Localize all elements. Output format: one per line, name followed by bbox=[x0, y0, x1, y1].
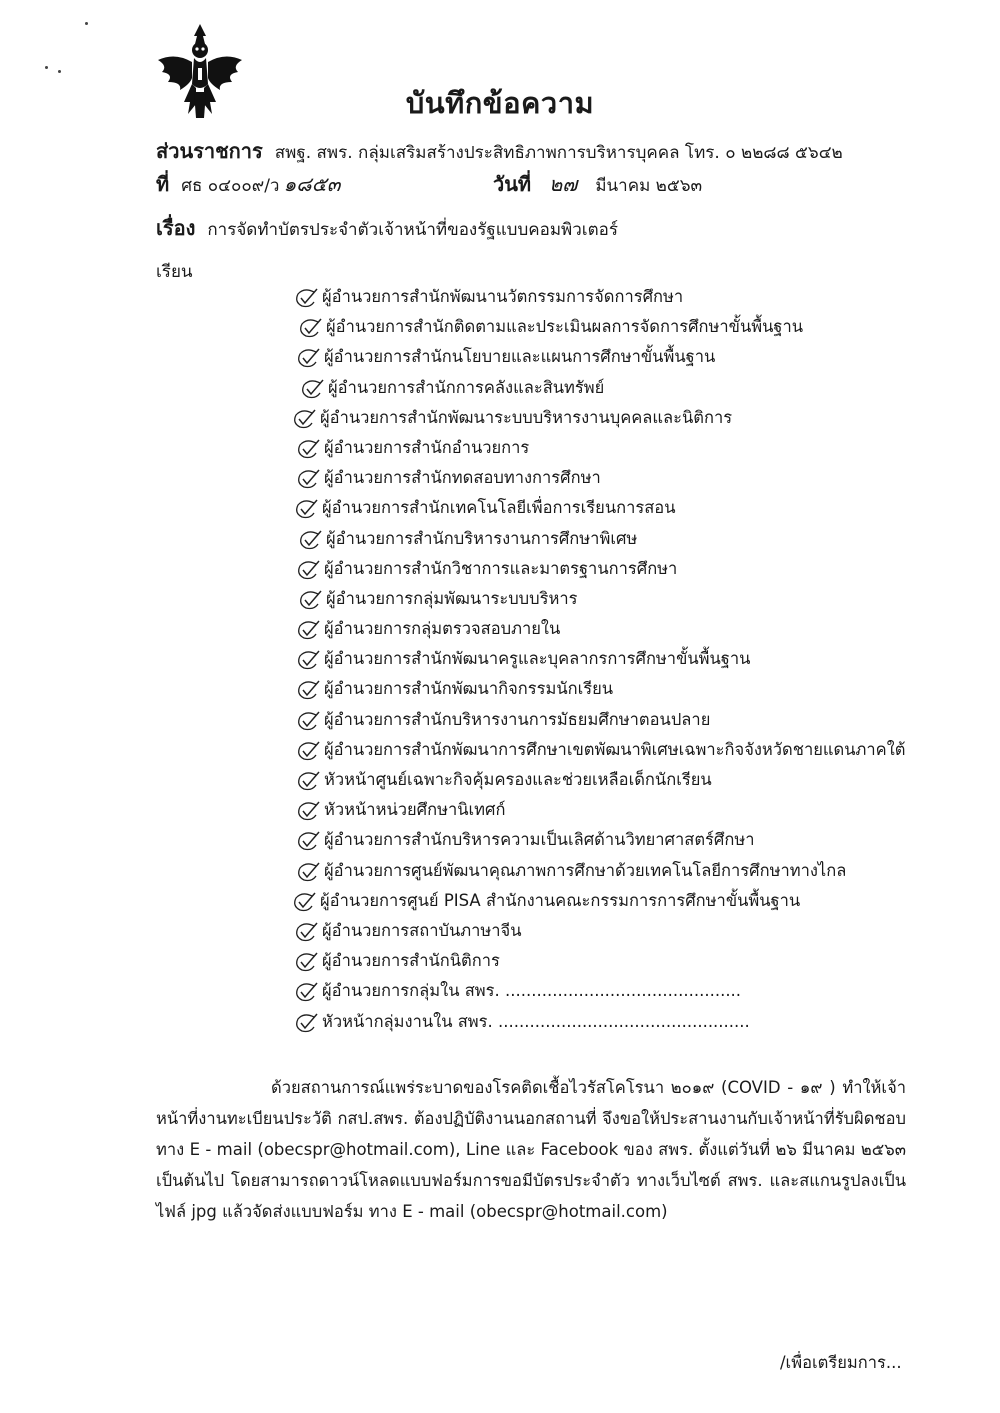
recipient-item bbox=[290, 433, 906, 463]
recipient-item bbox=[290, 674, 906, 704]
recipient-label: ผู้อำนวยการกลุ่มตรวจสอบภายใน bbox=[324, 619, 561, 639]
date-line bbox=[493, 168, 702, 200]
check-mark-icon bbox=[292, 1011, 322, 1035]
check-mark-icon bbox=[298, 377, 328, 401]
recipient-label: ผู้อำนวยการสำนักนโยบายและแผนการศึกษาขั้นพื้นฐาน bbox=[324, 347, 716, 367]
check-mark-icon bbox=[292, 950, 322, 974]
recipient-label: ผู้อำนวยการสำนักเทคโนโลยีเพื่อการเรียนการสอน bbox=[322, 498, 676, 518]
recipient-item bbox=[290, 765, 906, 795]
check-mark-icon bbox=[294, 769, 324, 793]
agency-line bbox=[156, 135, 843, 167]
recipient-label: ผู้อำนวยการสำนักบริหารความเป็นเลิศด้านวิทยาศาสตร์ศึกษา bbox=[324, 830, 755, 850]
subject-line bbox=[156, 212, 618, 244]
body-paragraph: ด้วยสถานการณ์แพร่ระบาดของโรคติดเชื้อไวรัสโคโรนา ๒๐๑๙ (COVID - ๑๙ ) ทำให้เจ้าหน้าที่งานทะเบียนประวัติ กสป.สพร. ต้องปฏิบัติงานนอกสถานที่ จึงขอให้ประสานงานกับเจ้าหน้าที่รับผิดชอบทาง E - mail (obecspr@hotmail.com), Line และ Facebook ของ สพร. ตั้งแต่วันที่ ๒๖ มีนาคม ๒๕๖๓ เป็นต้นไป โดยสามารถดาวน์โหลดแบบฟอร์มการขอมีบัตรประจำตัว ทางเว็บไซต์ สพร. และสแกนรูปลงเป็นไฟล์ jpg แล้วจัดส่งแบบฟอร์ม ทาง E - mail (obecspr@hotmail.com) bbox=[156, 1078, 906, 1221]
date-label: วันที่ bbox=[493, 172, 532, 196]
check-mark-icon bbox=[296, 316, 326, 340]
recipient-item bbox=[290, 916, 906, 946]
check-mark-icon bbox=[292, 920, 322, 944]
recipient-item bbox=[290, 554, 906, 584]
recipient-label: ผู้อำนวยการศูนย์พัฒนาคุณภาพการศึกษาด้วยเทคโนโลยีการศึกษาทางไกล bbox=[324, 860, 847, 880]
recipient-label: ผู้อำนวยการกลุ่มใน สพร. ............................................. bbox=[322, 981, 742, 1001]
recipient-label: ผู้อำนวยการสำนักการคลังและสินทรัพย์ bbox=[328, 377, 605, 397]
recipient-item bbox=[290, 463, 906, 493]
check-mark-icon bbox=[292, 286, 322, 310]
check-mark-icon bbox=[294, 618, 324, 642]
recipient-label: ผู้อำนวยการสำนักนิติการ bbox=[322, 951, 500, 971]
recipient-label: ผู้อำนวยการสำนักติดตามและประเมินผลการจัดการศึกษาขั้นพื้นฐาน bbox=[326, 317, 804, 337]
subject-value: การจัดทำบัตรประจำตัวเจ้าหน้าที่ของรัฐแบบคอมพิวเตอร์ bbox=[207, 220, 618, 240]
reference-number: ๑๘๕๓ bbox=[283, 172, 341, 196]
scan-speck bbox=[85, 22, 88, 25]
scan-speck bbox=[58, 70, 61, 73]
check-mark-icon bbox=[294, 799, 324, 823]
recipient-label: ผู้อำนวยการสถาบันภาษาจีน bbox=[322, 920, 522, 940]
check-mark-icon bbox=[294, 558, 324, 582]
scan-speck bbox=[45, 66, 48, 69]
check-mark-icon bbox=[294, 648, 324, 672]
recipient-label: หัวหน้าหน่วยศึกษานิเทศก์ bbox=[324, 800, 506, 820]
recipient-item bbox=[290, 825, 906, 855]
check-mark-icon bbox=[294, 346, 324, 370]
check-mark-icon bbox=[294, 437, 324, 461]
recipient-label: ผู้อำนวยการกลุ่มพัฒนาระบบบริหาร bbox=[326, 588, 578, 608]
recipient-item bbox=[290, 342, 906, 372]
recipient-item bbox=[290, 644, 906, 674]
recipient-label: ผู้อำนวยการสำนักทดสอบทางการศึกษา bbox=[324, 468, 601, 488]
recipient-item bbox=[290, 946, 906, 976]
recipient-label: ผู้อำนวยการสำนักวิชาการและมาตรฐานการศึกษา bbox=[324, 558, 678, 578]
recipient-label: ผู้อำนวยการสำนักพัฒนาครูและบุคลากรการศึกษาขั้นพื้นฐาน bbox=[324, 649, 751, 669]
check-mark-icon bbox=[294, 860, 324, 884]
check-mark-icon bbox=[290, 890, 320, 914]
recipient-item bbox=[290, 976, 906, 1006]
recipient-item bbox=[290, 735, 906, 765]
document-title: บันทึกข้อความ bbox=[405, 86, 595, 120]
check-mark-icon bbox=[294, 709, 324, 733]
check-mark-icon bbox=[292, 980, 322, 1004]
check-mark-icon bbox=[294, 739, 324, 763]
recipient-item bbox=[290, 705, 906, 735]
recipient-label: หัวหน้ากลุ่มงานใน สพร. ................................................ bbox=[322, 1011, 750, 1031]
recipient-item bbox=[290, 856, 906, 886]
recipient-item bbox=[290, 282, 906, 312]
recipient-label: ผู้อำนวยการสำนักบริหารงานการมัธยมศึกษาตอนปลาย bbox=[324, 709, 711, 729]
recipient-label: ผู้อำนวยการสำนักอำนวยการ bbox=[324, 437, 530, 457]
recipient-item bbox=[290, 886, 906, 916]
date-day: ๒๗ bbox=[549, 172, 578, 196]
recipient-label: ผู้อำนวยการศูนย์ PISA สำนักงานคณะกรรมการการศึกษาขั้นพื้นฐาน bbox=[320, 890, 801, 910]
recipient-item bbox=[290, 795, 906, 825]
recipient-item bbox=[290, 493, 906, 523]
agency-label: ส่วนราชการ bbox=[156, 139, 263, 163]
salutation: เรียน bbox=[156, 262, 193, 282]
check-mark-icon bbox=[296, 588, 326, 612]
check-mark-icon bbox=[294, 829, 324, 853]
recipient-label: ผู้อำนวยการสำนักพัฒนาระบบบริหารงานบุคคลและนิติการ bbox=[320, 407, 733, 427]
recipient-item bbox=[290, 584, 906, 614]
recipient-label: ผู้อำนวยการสำนักบริหารงานการศึกษาพิเศษ bbox=[326, 528, 638, 548]
check-mark-icon bbox=[294, 678, 324, 702]
recipient-label: ผู้อำนวยการสำนักพัฒนานวัตกรรมการจัดการศึกษา bbox=[322, 287, 684, 306]
recipient-label: หัวหน้าศูนย์เฉพาะกิจคุ้มครองและช่วยเหลือเด็กนักเรียน bbox=[324, 770, 712, 789]
recipient-item bbox=[290, 403, 906, 433]
recipient-item bbox=[290, 524, 906, 554]
reference-value: ศธ ๐๔๐๐๙/ว bbox=[181, 176, 280, 196]
continuation-note: /เพื่อเตรียมการ... bbox=[780, 1353, 902, 1372]
reference-label: ที่ bbox=[156, 172, 170, 196]
recipient-item bbox=[290, 1007, 906, 1037]
subject-label: เรื่อง bbox=[156, 216, 196, 240]
check-mark-icon bbox=[296, 528, 326, 552]
reference-line bbox=[156, 168, 340, 200]
check-mark-icon bbox=[292, 497, 322, 521]
agency-value: สพฐ. สพร. กลุ่มเสริมสร้างประสิทธิภาพการบริหารบุคคล โทร. ๐ ๒๒๘๘ ๕๖๔๒ bbox=[274, 143, 843, 163]
recipient-item bbox=[290, 373, 906, 403]
recipient-label: ผู้อำนวยการสำนักพัฒนากิจกรรมนักเรียน bbox=[324, 679, 614, 699]
recipient-item bbox=[290, 312, 906, 342]
recipient-list bbox=[290, 282, 906, 1037]
check-mark-icon bbox=[290, 407, 320, 431]
check-mark-icon bbox=[294, 467, 324, 491]
recipient-label: ผู้อำนวยการสำนักพัฒนาการศึกษาเขตพัฒนาพิเศษเฉพาะกิจจังหวัดชายแดนภาคใต้ bbox=[324, 739, 906, 759]
date-month-year: มีนาคม ๒๕๖๓ bbox=[595, 176, 703, 196]
recipient-item bbox=[290, 614, 906, 644]
